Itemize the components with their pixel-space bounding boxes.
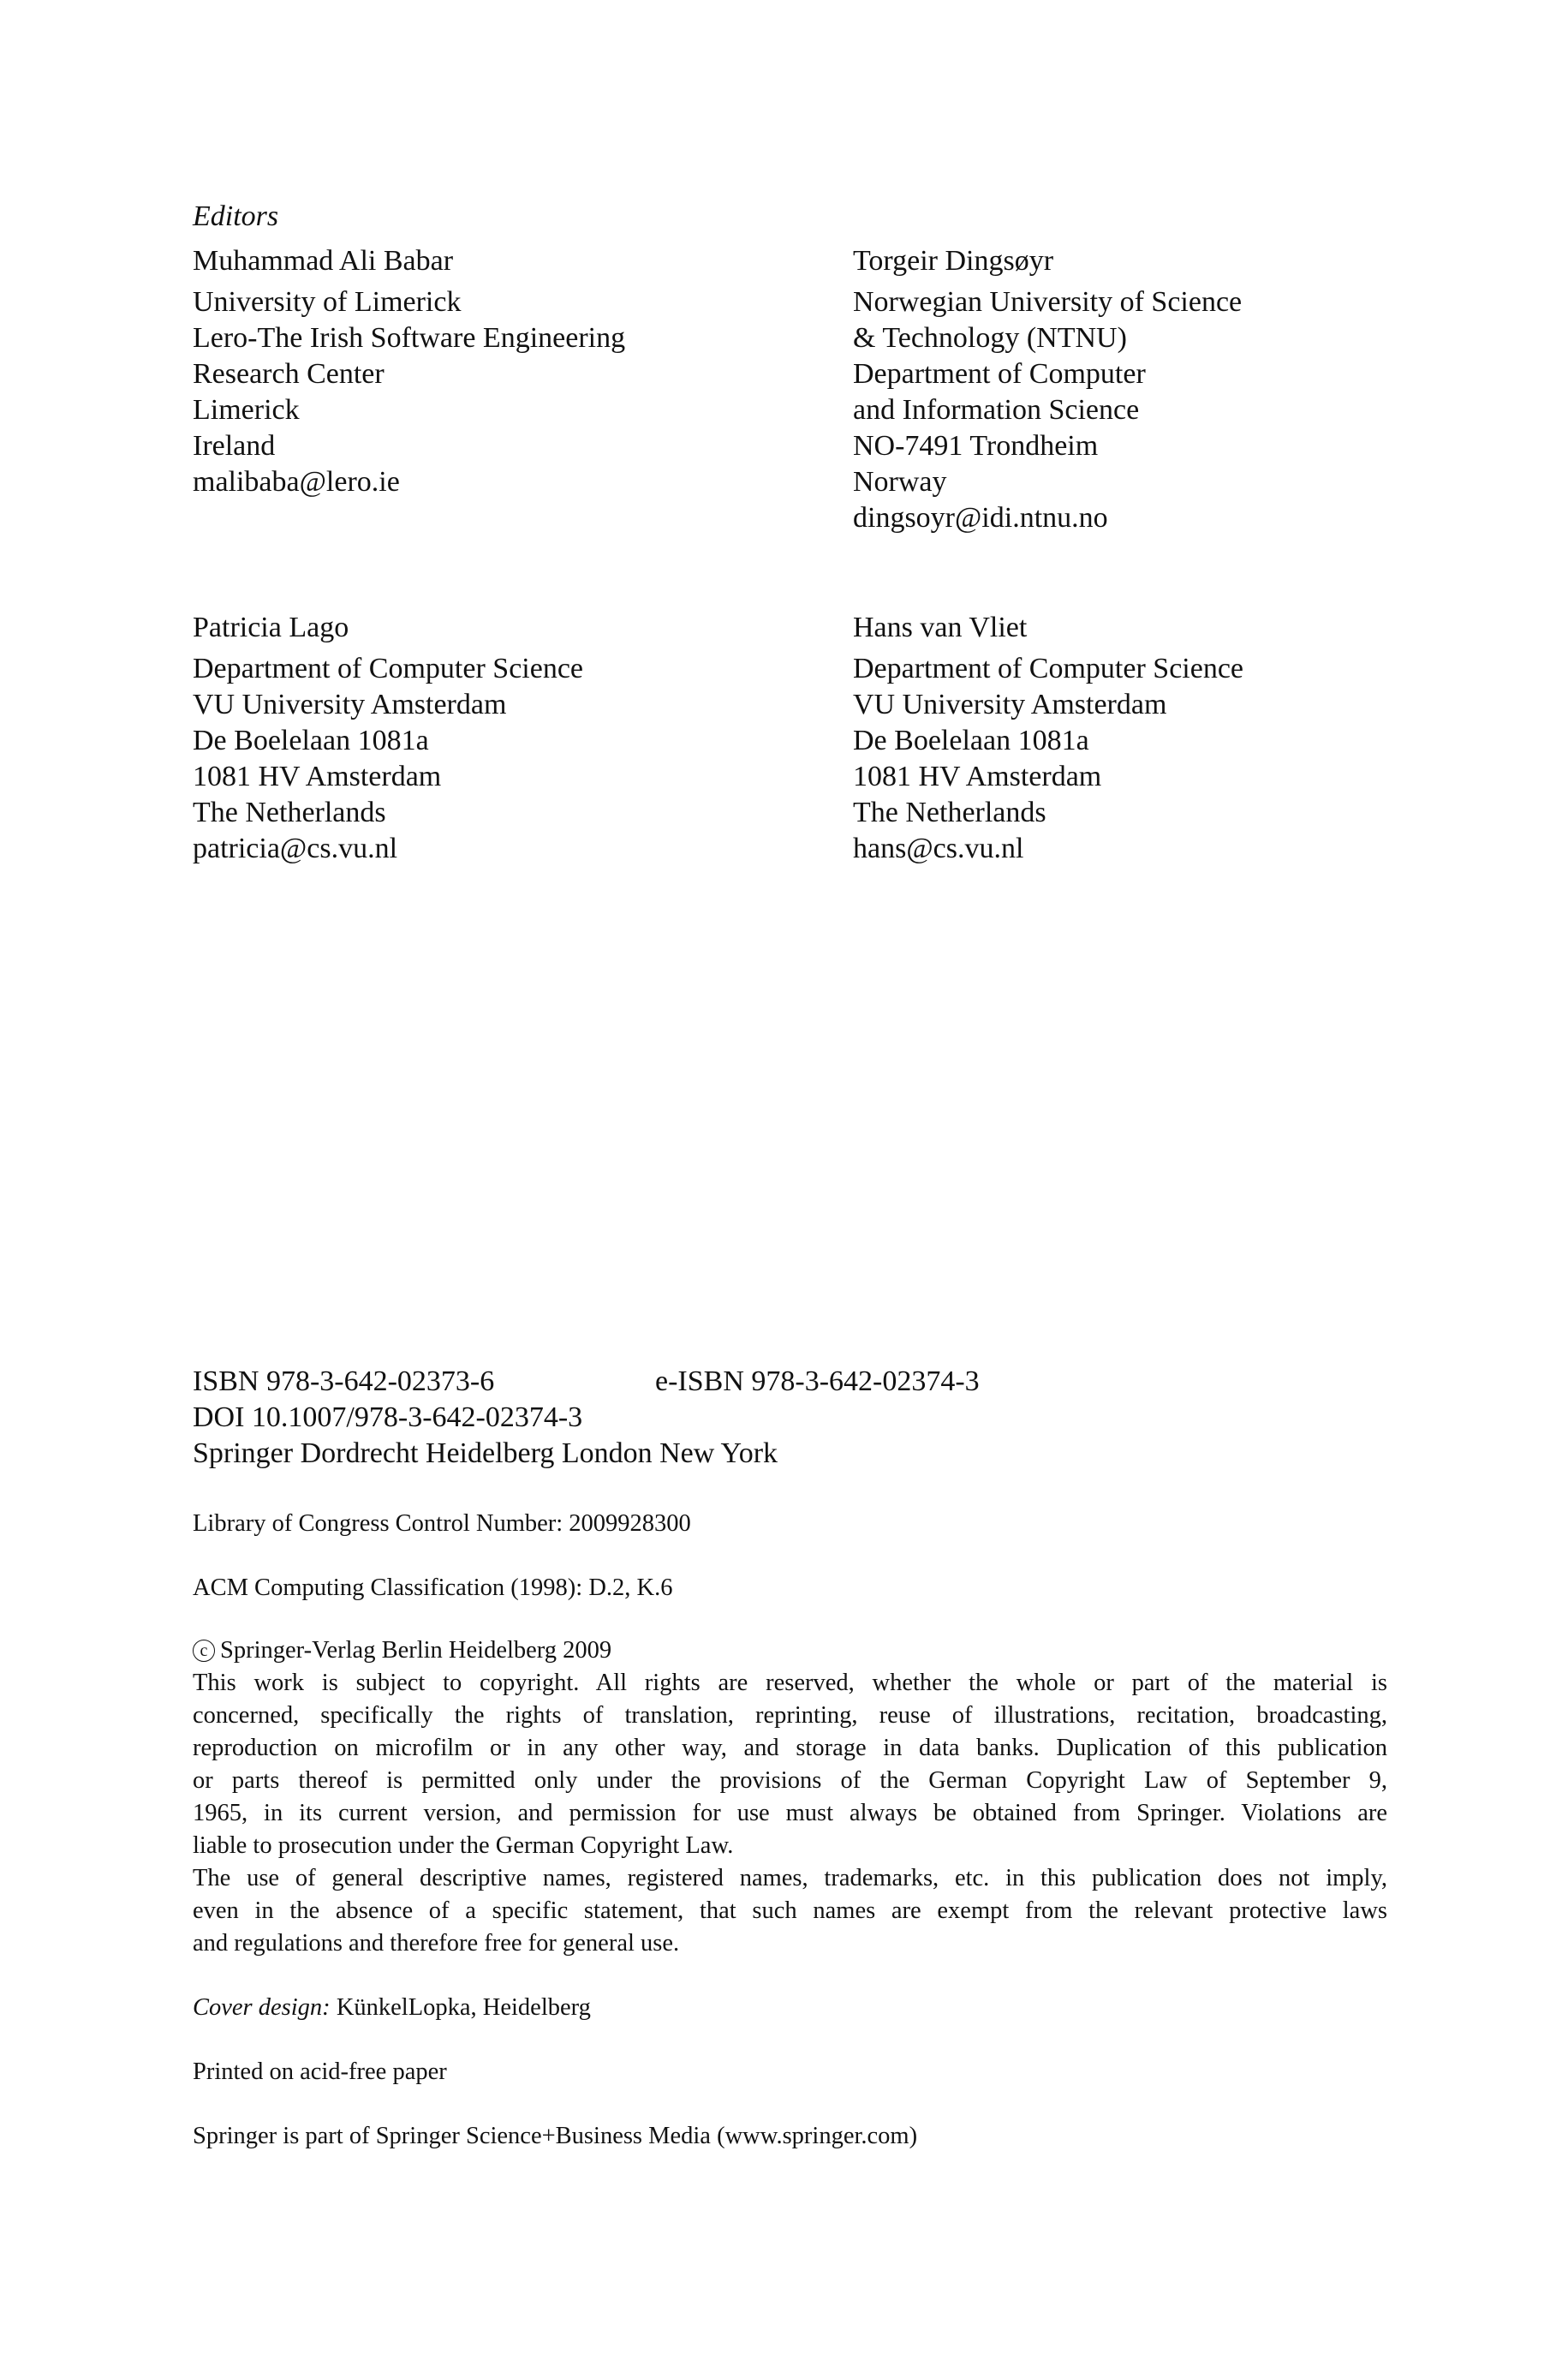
editor-name: Hans van Vliet xyxy=(853,612,1028,643)
editor-name: Muhammad Ali Babar xyxy=(193,245,454,277)
email: hans@cs.vu.nl xyxy=(853,833,1024,864)
e-isbn: e-ISBN 978-3-642-02374-3 xyxy=(655,1365,980,1397)
cover-design-value: KünkelLopka, Heidelberg xyxy=(330,1994,591,2021)
affiliation-line: Department of Computer Science xyxy=(193,653,584,684)
affiliation-line: Norway xyxy=(853,466,947,498)
editor-dingsoyr xyxy=(853,243,1242,536)
copyright-line: This work is subject to copyright. All rights are reserved, whether the whole or part of the material is xyxy=(193,1670,1387,1696)
affiliation-line: Norwegian University of Science xyxy=(853,286,1243,318)
email: patricia@cs.vu.nl xyxy=(193,833,398,864)
affiliation-line: The Netherlands xyxy=(193,797,386,828)
affiliation-line: Department of Computer Science xyxy=(853,653,1244,684)
affiliation-line: VU University Amsterdam xyxy=(193,689,507,720)
affiliation-line: Department of Computer xyxy=(853,358,1146,390)
affiliation-line: 1081 HV Amsterdam xyxy=(193,761,442,792)
affiliation-line: Research Center xyxy=(193,358,385,390)
trademark-line: and regulations and therefore free for general use. xyxy=(193,1930,680,1957)
copyright-line: concerned, specifically the rights of translation, reprinting, reuse of illustrations, recitation, broadcasting, xyxy=(193,1702,1387,1729)
affiliation-line: Limerick xyxy=(193,394,300,426)
springer-part: Springer is part of Springer Science+Business Media (www.springer.com) xyxy=(193,2123,918,2149)
cover-design-label: Cover design: xyxy=(193,1994,331,2021)
affiliation-line: Lero-The Irish Software Engineering xyxy=(193,322,626,354)
affiliation-line: De Boelelaan 1081a xyxy=(193,725,429,756)
copyright-line: 1965, in its current version, and permission for use must always be obtained from Springer. Violations are xyxy=(193,1800,1387,1826)
editors-heading: Editors xyxy=(193,200,279,232)
trademark-line: even in the absence of a specific statement, that such names are exempt from the relevant protective laws xyxy=(193,1897,1387,1924)
copyright-line: or parts thereof is permitted only under the provisions of the German Copyright Law of September 9, xyxy=(193,1767,1387,1794)
copyright-symbol: c xyxy=(193,1640,215,1662)
email: malibaba@lero.ie xyxy=(193,466,400,498)
publisher-line: Springer Dordrecht Heidelberg London New York xyxy=(193,1437,778,1469)
acid-free-paper: Printed on acid-free paper xyxy=(193,2058,447,2085)
affiliation-line: VU University Amsterdam xyxy=(853,689,1167,720)
editor-name: Patricia Lago xyxy=(193,612,349,643)
affiliation-line: University of Limerick xyxy=(193,286,462,318)
editor-name: Torgeir Dingsøyr xyxy=(853,245,1054,277)
affiliation-line: & Technology (NTNU) xyxy=(853,322,1127,354)
affiliation-line: De Boelelaan 1081a xyxy=(853,725,1089,756)
affiliation-line: The Netherlands xyxy=(853,797,1046,828)
isbn: ISBN 978-3-642-02373-6 xyxy=(193,1365,495,1397)
affiliation-line: 1081 HV Amsterdam xyxy=(853,761,1102,792)
copyright-block xyxy=(193,1634,1387,1960)
acm-classification: ACM Computing Classification (1998): D.2, K.6 xyxy=(193,1574,673,1601)
affiliation-line: and Information Science xyxy=(853,394,1140,426)
copyright-holder: Springer-Verlag Berlin Heidelberg 2009 xyxy=(220,1637,612,1664)
cover-design xyxy=(193,1992,591,2024)
editor-van-vliet xyxy=(853,610,1243,867)
affiliation-line: Ireland xyxy=(193,430,276,462)
loc-number: Library of Congress Control Number: 2009928300 xyxy=(193,1510,691,1537)
affiliation-line: NO-7491 Trondheim xyxy=(853,430,1099,462)
trademark-line: The use of general descriptive names, registered names, trademarks, etc. in this publication does not imply, xyxy=(193,1865,1387,1891)
email: dingsoyr@idi.ntnu.no xyxy=(853,502,1108,534)
editor-babar xyxy=(193,243,625,500)
doi: DOI 10.1007/978-3-642-02374-3 xyxy=(193,1401,583,1433)
copyright-line: reproduction on microfilm or in any other way, and storage in data banks. Duplication of this publication xyxy=(193,1735,1387,1761)
publication-info xyxy=(193,1364,980,1472)
editor-lago xyxy=(193,610,583,867)
copyright-line: liable to prosecution under the German Copyright Law. xyxy=(193,1832,734,1859)
